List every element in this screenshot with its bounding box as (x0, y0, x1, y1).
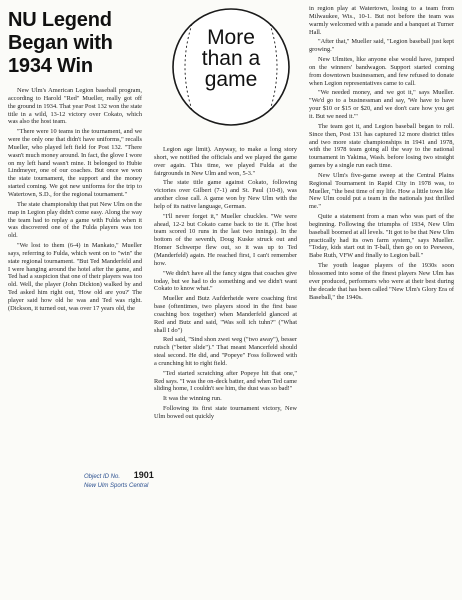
paragraph: It was the winning run. (163, 395, 222, 403)
object-id-stamp (84, 470, 154, 489)
paragraph: The youth league players of the 1930s soon blossomed into some of the finest players New Ulm has ever produced, performers who were at their best during the decade that has been called "New Ulm's Glory Era of Baseball," the 1940s. (309, 262, 454, 301)
paragraph: "Ted started scratching after Popeye hit that one," Red says. "I was the on-deck batter, and when Ted came sliding home, I couldn't see him, the dust was so bad!" (154, 369, 297, 393)
stamp-number: 1901 (133, 470, 154, 480)
paragraph: "There were 10 teams in the tournament, and we were the only one that didn't have uniforms," recalls Mueller, who played left field for Post 132. "There wasn't much money around. In fact, the glove I wore on my left hand wasn't mine. It belonged to Hubie Lindmeyer, one of our coaches. But once we won the state tournament, the support and the money started coming. We got new uniforms for the trip to Watertown, S.D., for the regional tournament." (8, 128, 142, 198)
column-3 (309, 5, 454, 301)
paragraph: The state title game against Cokato, following victories over Gilbert (7-1) and St. Paul (10-8), was another close call. A game won by New Ulm with the help of its native language, German. (154, 179, 297, 210)
stamp-label: Object ID No. (84, 474, 121, 480)
paragraph: "We needed money, and we got it," says Mueller. "We'd go to a businessman and say, 'We have to have your $10 or $15 or $20, and we don't care how you get it. But we need it.'" (309, 89, 454, 120)
badge-text (170, 27, 292, 90)
headline (8, 9, 142, 78)
headline-line-1: NU Legend (8, 9, 112, 31)
paragraph: "After that," Mueller said, "Legion baseball just kept growing." (309, 38, 454, 54)
stamp-org: New Ulm Sports Central (84, 483, 149, 489)
paragraph: The team got it, and Legion baseball began to roll. Since then, Post 131 has captured 12 more district titles and two more state championships in 1941 and 1978, with the 1978 team going all the way to the national tournament in Yakima, Wash. before losing two straight games by a single run each time. (309, 122, 454, 170)
baseball-logo (170, 6, 292, 128)
badge-line-2: than a (201, 47, 261, 70)
headline-line-3: 1934 Win (8, 55, 93, 77)
headline-line-2: Began with (8, 32, 113, 54)
paragraph: in region play at Watertown, losing to a team from Milwaukee, Wis., 10-1. But not before the team was warmly welcomed with a parade and a banquet at Turner Hall. (309, 5, 454, 36)
paragraph: Mueller and Butz Aufderheide were coaching first base (oftentimes, two players stood in the first base coaching box together) when Manderfeld glanced at Red and Butz and said, "Was soll ich tuhn?" ("What shall I do") (154, 295, 297, 334)
paragraph: New Ulm's five-game sweep at the Central Plains Regional Tournament in Rapid City in 1978 was, to Mueller, "the best time of my life. How a little town like New Ulm could put a team in the nationals just thrilled me." (309, 171, 454, 211)
paragraph: "We didn't have all the fancy signs that coaches give today, but we had to do something and we didn't want Cokato to know what." (154, 269, 297, 293)
paragraph: Red said, "Sind shon zwei weg ("two away"), besser rutsch ("better slide")." That meant Mancerfeld should steal second. He did, and "Popeye" Foss followed with a crunching hit to right field. (154, 336, 297, 367)
paragraph: "We lost to them (6-4) in Mankato," Mueller says, referring to Fulda, which went on to "win" the state regional tournament. "But Ted Manderfeld and I were hanging around the hotel after the game, and Ted had a suspicion that one of their players was too old. Well, the player (John Dickton) walked by and Ted asked him right out, 'How old are you?' The player said how old he was and Ted was right. (Dickson, it turned out, was over 17 years old, the (8, 242, 142, 312)
paragraph: The state championship that put New Ulm on the map in Legion play didn't come easy. Along the way the team had to replay a game with Fulda when it was discovered one of the Fulda players was too old. (8, 200, 142, 240)
paragraph: Quite a statement from a man who was part of the beginning. Following the triumphs of 1934, New Ulm baseball boomed at all levels. "It got to be that New Ulm practically had its own farm system," says Mueller. "Today, kids start out in T-ball, then go on to Peewees, Babe Ruth, VFW and finally to Legion ball." (309, 213, 454, 260)
badge-line-1: More (207, 26, 255, 49)
column-2 (154, 146, 297, 421)
paragraph: New Ulmites, like anyone else would have, jumped on the winners' bandwagon. Support started coming from downtown businessmen, and few refused to donate when Legion representatives came to call. (309, 56, 454, 87)
paragraph: "I'll never forget it," Mueller chuckles. "We were ahead, 12-2 but Cokato came back to tie it. (The host team scored 10 runs in the last two innings). In the bottom of the seventh, Doug Kuske struck out and Homer Schwerpe flew out, so it was up to Ted (Manderfeld) again. He reached first, I can't remember how. (154, 212, 297, 267)
paragraph: New Ulm's American Legion baseball program, according to Harold "Red" Mueller, really got off the ground in 1934. That year Post 132 won the state title in a wild, 13-12 victory over Cokato, which was also the host team. (8, 87, 142, 126)
column-1 (8, 0, 142, 313)
paragraph: Following its first state tournament victory, New Ulm bowed out quickly (154, 405, 297, 420)
paragraph: Legion age limit). Anyway, to make a long story short, we notified the officials and we played the game over again. This time, we played Fulda at the fairgrounds in New Ulm and won, 5-3." (154, 146, 297, 177)
badge-line-3: game (204, 68, 258, 91)
